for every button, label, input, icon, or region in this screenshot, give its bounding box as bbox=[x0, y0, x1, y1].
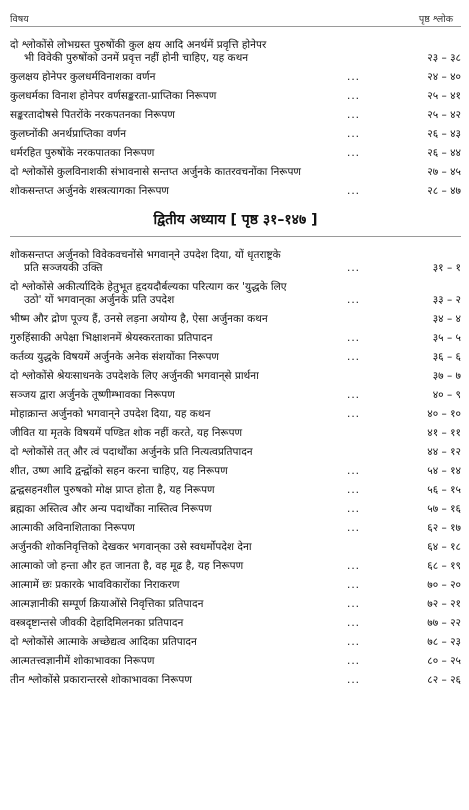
entry-leader: ... bbox=[347, 262, 361, 274]
entry-line: आत्माकी अविनाशिताका निरूपण bbox=[10, 522, 135, 534]
contents-entry bbox=[10, 364, 461, 383]
subject-column-label: विषय bbox=[10, 13, 29, 25]
entry-leader: ... bbox=[347, 579, 361, 591]
entry-page-verse: ३७ – ७ bbox=[432, 370, 461, 382]
contents-entry bbox=[10, 307, 461, 326]
entry-line: वस्त्रदृष्टान्तसे जीवकी देहादिमिलनका प्रतिपादन bbox=[10, 617, 184, 629]
entry-line: आत्मामें छः प्रकारके भावविकारोंका निराकरण bbox=[10, 579, 180, 591]
entry-page-verse: ५६ – १५ bbox=[427, 484, 461, 496]
entry-page-verse: ६४ – १८ bbox=[427, 541, 461, 553]
entry-line: दो श्लोकोंसे कुलविनाशकी संभावनासे सन्तप्त अर्जुनके कातरवचनोंका निरूपण bbox=[10, 166, 301, 178]
entry-leader: ... bbox=[347, 128, 361, 140]
entry-text bbox=[10, 484, 347, 497]
entry-line: भीष्म और द्रोण पूज्य हैं, उनसे लड़ना अयोग्य है, ऐसा अर्जुनका कथन bbox=[10, 313, 268, 325]
contents-entry bbox=[10, 103, 461, 122]
contents-entry bbox=[10, 497, 461, 516]
entry-page-verse: ७७ – २२ bbox=[427, 617, 461, 629]
entry-text bbox=[10, 370, 347, 383]
entry-text bbox=[10, 332, 347, 345]
entry-line: आत्माको जो हन्ता और हत जानता है, वह मूढ है, यह निरूपण bbox=[10, 560, 244, 572]
contents-entry bbox=[10, 33, 461, 65]
entry-page-verse: ८० – २५ bbox=[427, 655, 461, 667]
entry-page-verse: ५७ – १६ bbox=[427, 503, 461, 515]
divider bbox=[10, 236, 461, 237]
entry-line: तीन श्लोकोंसे प्रकारान्तरसे शोकाभावका निरूपण bbox=[10, 674, 192, 686]
entry-page-verse: ४० – ९ bbox=[432, 389, 461, 401]
entry-leader: ... bbox=[347, 503, 361, 515]
entry-page-verse: ६८ – १९ bbox=[427, 560, 461, 572]
entry-line: शोकसन्तप्त अर्जुनके शस्त्रत्यागका निरूपण bbox=[10, 185, 170, 197]
entry-text bbox=[10, 655, 347, 668]
entry-text bbox=[10, 522, 347, 535]
entry-text bbox=[10, 579, 347, 592]
entry-leader: ... bbox=[347, 389, 361, 401]
entry-leader: ... bbox=[347, 560, 361, 572]
entry-page-verse: २८ – ४७ bbox=[427, 185, 461, 197]
entry-text bbox=[10, 185, 347, 198]
entry-text bbox=[10, 281, 347, 307]
entry-text bbox=[10, 617, 347, 630]
entry-page-verse: ७८ – २३ bbox=[427, 636, 461, 648]
entry-leader: ... bbox=[347, 522, 361, 534]
entry-text bbox=[10, 541, 347, 554]
entry-text bbox=[10, 313, 347, 326]
entry-line: गुरुहिंसाकी अपेक्षा भिक्षाशनमें श्रेयस्करताका प्रतिपादन bbox=[10, 332, 213, 344]
entry-line: कुलधर्मका विनाश होनेपर वर्णसङ्करता-प्राप्तिका निरूपण bbox=[10, 90, 217, 102]
entry-text bbox=[10, 636, 347, 649]
entry-page-verse: २६ – ४३ bbox=[427, 128, 461, 140]
entry-line: सङ्करतादोषसे पितरोंके नरकपतनका निरूपण bbox=[10, 109, 175, 121]
entry-page-verse: ७० – २० bbox=[427, 579, 461, 591]
entry-page-verse: २६ – ४४ bbox=[427, 147, 461, 159]
entry-page-verse: ३१ – १ bbox=[432, 262, 461, 274]
contents-entry bbox=[10, 668, 461, 687]
entry-page-verse: ७२ – २१ bbox=[427, 598, 461, 610]
entry-page-verse: ५४ – १४ bbox=[427, 465, 461, 477]
contents-entry bbox=[10, 84, 461, 103]
entry-page-verse: ४० – १० bbox=[427, 408, 461, 420]
entry-text bbox=[10, 147, 347, 160]
entry-text bbox=[10, 389, 347, 402]
entry-text bbox=[10, 128, 347, 141]
entry-leader: ... bbox=[347, 294, 361, 306]
entry-leader: ... bbox=[347, 90, 361, 102]
contents-entry bbox=[10, 65, 461, 84]
contents-entry bbox=[10, 630, 461, 649]
entry-text bbox=[10, 249, 347, 275]
entry-leader: ... bbox=[347, 147, 361, 159]
contents-entry bbox=[10, 478, 461, 497]
entry-line: मोहाक्रान्त अर्जुनको भगवान्‌ने उपदेश दिया, यह कथन bbox=[10, 408, 211, 420]
entry-page-verse: ३३ – २ bbox=[432, 294, 461, 306]
entry-page-verse: ३४ – ४ bbox=[432, 313, 461, 325]
entry-line: प्रति सञ्जयकी उक्ति bbox=[24, 262, 103, 274]
contents-list-chapter-2 bbox=[10, 243, 461, 687]
contents-entry bbox=[10, 459, 461, 478]
contents-entry bbox=[10, 383, 461, 402]
contents-entry bbox=[10, 649, 461, 668]
chapter-title: द्वितीय अध्याय [ पृष्ठ ३१–१४७ ] bbox=[153, 211, 318, 228]
entry-page-verse: ६२ – १७ bbox=[427, 522, 461, 534]
entry-page-verse: २५ – ४१ bbox=[427, 90, 461, 102]
entry-leader: ... bbox=[347, 617, 361, 629]
entry-page-verse: ३६ – ६ bbox=[432, 351, 461, 363]
chapter-heading bbox=[10, 208, 461, 230]
entry-page-verse: २४ – ४० bbox=[427, 71, 461, 83]
entry-line: शोकसन्तप्त अर्जुनको विवेकवचनोंसे भगवान्‌ने उपदेश दिया, यों धृतराष्ट्रके bbox=[10, 249, 281, 261]
entry-leader: ... bbox=[347, 674, 361, 686]
entry-line: सञ्जय द्वारा अर्जुनके तूष्णीम्भावका निरूपण bbox=[10, 389, 175, 401]
entry-leader: ... bbox=[347, 598, 361, 610]
entry-text bbox=[10, 446, 347, 459]
entry-line: दो श्लोकोंसे तत् और त्वं पदार्थोंका अर्जुनके प्रति नित्यत्वप्रतिपादन bbox=[10, 446, 253, 458]
entry-page-verse: २५ – ४२ bbox=[427, 109, 461, 121]
entry-leader: ... bbox=[347, 109, 361, 121]
entry-line: आत्मज्ञानीकी सम्पूर्ण क्रियाओंसे निवृत्तिका प्रतिपादन bbox=[10, 598, 204, 610]
entry-text bbox=[10, 560, 347, 573]
entry-leader: ... bbox=[347, 655, 361, 667]
entry-text bbox=[10, 408, 347, 421]
entry-leader: ... bbox=[347, 332, 361, 344]
entry-line: कुलघ्नोंकी अनर्थप्राप्तिका वर्णन bbox=[10, 128, 127, 140]
contents-entry bbox=[10, 179, 461, 198]
entry-leader: ... bbox=[347, 484, 361, 496]
entry-text bbox=[10, 109, 347, 122]
entry-leader: ... bbox=[347, 408, 361, 420]
entry-line: आत्मतत्त्वज्ञानीमें शोकाभावका निरूपण bbox=[10, 655, 155, 667]
column-header bbox=[10, 10, 461, 27]
entry-text bbox=[10, 166, 347, 179]
contents-entry bbox=[10, 516, 461, 535]
entry-line: अर्जुनकी शोकनिवृत्तिको देखकर भगवान्‌का उसे स्वधर्मोपदेश देना bbox=[10, 541, 252, 553]
entry-line: दो श्लोकोंसे श्रेयःसाधनके उपदेशके लिए अर्जुनकी भगवान्‌से प्रार्थना bbox=[10, 370, 259, 382]
contents-entry bbox=[10, 611, 461, 630]
page-verse-column-label: पृष्ठ श्लोक bbox=[418, 13, 453, 25]
entry-line: द्वन्द्वसहनशील पुरुषको मोक्ष प्राप्त होता है, यह निरूपण bbox=[10, 484, 215, 496]
entry-leader: ... bbox=[347, 71, 361, 83]
entry-text bbox=[10, 71, 347, 84]
entry-page-verse: ४४ – १२ bbox=[427, 446, 461, 458]
entry-line: उठो' यों भगवान्‌का अर्जुनके प्रति उपदेश bbox=[24, 294, 175, 306]
entry-text bbox=[10, 351, 347, 364]
contents-entry bbox=[10, 402, 461, 421]
entry-leader: ... bbox=[347, 636, 361, 648]
contents-entry bbox=[10, 592, 461, 611]
contents-entry bbox=[10, 243, 461, 275]
contents-entry bbox=[10, 573, 461, 592]
contents-entry bbox=[10, 345, 461, 364]
entry-line: जीवित या मृतके विषयमें पण्डित शोक नहीं करते, यह निरूपण bbox=[10, 427, 243, 439]
entry-text bbox=[10, 598, 347, 611]
entry-line: ब्रह्मका अस्तित्व और अन्य पदार्थोंका नास्तित्व निरूपण bbox=[10, 503, 212, 515]
contents-entry bbox=[10, 326, 461, 345]
entry-leader: ... bbox=[347, 185, 361, 197]
contents-entry bbox=[10, 535, 461, 554]
contents-entry bbox=[10, 554, 461, 573]
entry-line: शीत, उष्ण आदि द्वन्द्वोंको सहन करना चाहिए, यह निरूपण bbox=[10, 465, 228, 477]
entry-page-verse: २७ – ४५ bbox=[427, 166, 461, 178]
entry-page-verse: २३ – ३८ bbox=[427, 52, 461, 64]
entry-line: दो श्लोकोंसे आत्माके अच्छेद्यत्व आदिका प्रतिपादन bbox=[10, 636, 197, 648]
entry-leader: ... bbox=[347, 465, 361, 477]
entry-line: कुलक्षय होनेपर कुलधर्मविनाशका वर्णन bbox=[10, 71, 156, 83]
entry-page-verse: ८२ – २६ bbox=[427, 674, 461, 686]
entry-text bbox=[10, 674, 347, 687]
entry-text bbox=[10, 39, 347, 65]
contents-entry bbox=[10, 421, 461, 440]
entry-text bbox=[10, 427, 347, 440]
contents-entry bbox=[10, 440, 461, 459]
entry-line: भी विवेकी पुरुषोंको उनमें प्रवृत्त नहीं होनी चाहिए, यह कथन bbox=[24, 52, 249, 64]
contents-entry bbox=[10, 275, 461, 307]
entry-text bbox=[10, 90, 347, 103]
entry-page-verse: ४१ – ११ bbox=[427, 427, 461, 439]
entry-line: दो श्लोकोंसे लोभग्रस्त पुरुषोंकी कुल क्षय आदि अनर्थमें प्रवृत्ति होनेपर bbox=[10, 39, 267, 51]
contents-entry bbox=[10, 160, 461, 179]
entry-line: दो श्लोकोंसे अकीर्त्यादिके हेतुभूत हृदयदौर्बल्यका परित्याग कर 'युद्धके लिए bbox=[10, 281, 287, 293]
entry-line: धर्मरहित पुरुषोंके नरकपातका निरूपण bbox=[10, 147, 155, 159]
entry-text bbox=[10, 503, 347, 516]
entry-leader: ... bbox=[347, 351, 361, 363]
contents-list-chapter-1 bbox=[10, 33, 461, 198]
contents-entry bbox=[10, 122, 461, 141]
contents-entry bbox=[10, 141, 461, 160]
entry-page-verse: ३५ – ५ bbox=[432, 332, 461, 344]
entry-line: कर्तव्य युद्धके विषयमें अर्जुनके अनेक संशयोंका निरूपण bbox=[10, 351, 220, 363]
entry-text bbox=[10, 465, 347, 478]
